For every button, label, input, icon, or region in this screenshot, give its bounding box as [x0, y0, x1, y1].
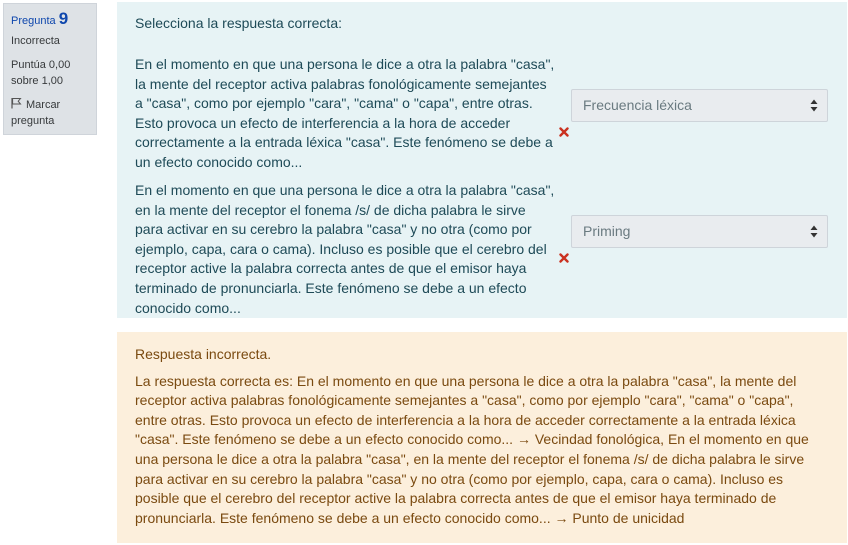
question-state: Incorrecta: [11, 35, 60, 47]
flag-question-link[interactable]: [11, 97, 89, 129]
question-info-panel: [3, 3, 97, 135]
select-caret-icon: [810, 99, 818, 112]
right-answer-text: La respuesta correcta es: En el momento en que una persona le dice a otra la palabra "casa", la mente del receptor activa palabras fonológicamente semejantes a "casa", como por ejemplo "cara", "cama" o "capa", entre otras. Esto provoca un efecto de interferencia a la hora de acceder correctamente a la entrada léxica "casa". Este fenómeno se debe a un efecto conocido como... → Vecindad fonológica, En el momento en que una persona le dice a otra la palabra "casa", en la mente del receptor el fonema /s/ de dicha palabra le sirve para activar en su cerebro la palabra "casa" y no otra (como por ejemplo, capa, cara o cama). Incluso es posible que el cerebro del receptor active la palabra correcta antes de que el emisor haya terminado de pronunciarla. Este fenómeno se debe a un efecto conocido como... → Punto de unicidad: [135, 372, 809, 526]
flag-label-line-1: Marcar: [26, 99, 61, 111]
question-grade: [11, 57, 89, 89]
grade-line-1: Puntúa 0,00: [11, 59, 71, 71]
incorrect-cross-icon: [559, 253, 569, 263]
question-label: Pregunta: [11, 15, 56, 27]
question-outcome: [117, 332, 847, 543]
question-number: 9: [58, 9, 69, 28]
flag-icon: [11, 97, 22, 109]
question-number-heading: [11, 10, 89, 30]
answer-select-2[interactable]: [571, 215, 828, 248]
general-feedback: Respuesta incorrecta.: [135, 346, 272, 362]
question-prompt: Selecciona la respuesta correcta:: [135, 15, 342, 31]
answer-select-1[interactable]: [571, 89, 828, 122]
answer-select-2-value: Priming: [583, 223, 631, 239]
flag-label-line-2: pregunta: [11, 115, 55, 127]
match-stem-2: En el momento en que una persona le dice a otra la palabra "casa", en la mente del receptor el fonema /s/ de dicha palabra le sirve para activar en su cerebro la palabra "casa" y no otra (como por ejemplo, capa, cara o cama). Incluso es posible que el cerebro del receptor active la palabra correcta antes de que el emisor haya terminado de pronunciarla. Este fenómeno se debe a un efecto conocido como...: [135, 182, 555, 316]
answer-select-1-value: Frecuencia léxica: [583, 97, 692, 113]
incorrect-cross-icon: [559, 127, 569, 137]
select-caret-icon: [810, 225, 818, 238]
question-formulation: [117, 2, 847, 318]
match-stem-1: En el momento en que una persona le dice a otra la palabra "casa", la mente del receptor activa palabras fonológicamente semejantes a "casa", como por ejemplo "cara", "cama" o "capa", entre otras. Esto provoca un efecto de interferencia a la hora de acceder correctamente a la entrada léxica "casa". Este fenómeno se debe a un efecto conocido como...: [135, 56, 555, 170]
grade-line-2: sobre 1,00: [11, 75, 63, 87]
